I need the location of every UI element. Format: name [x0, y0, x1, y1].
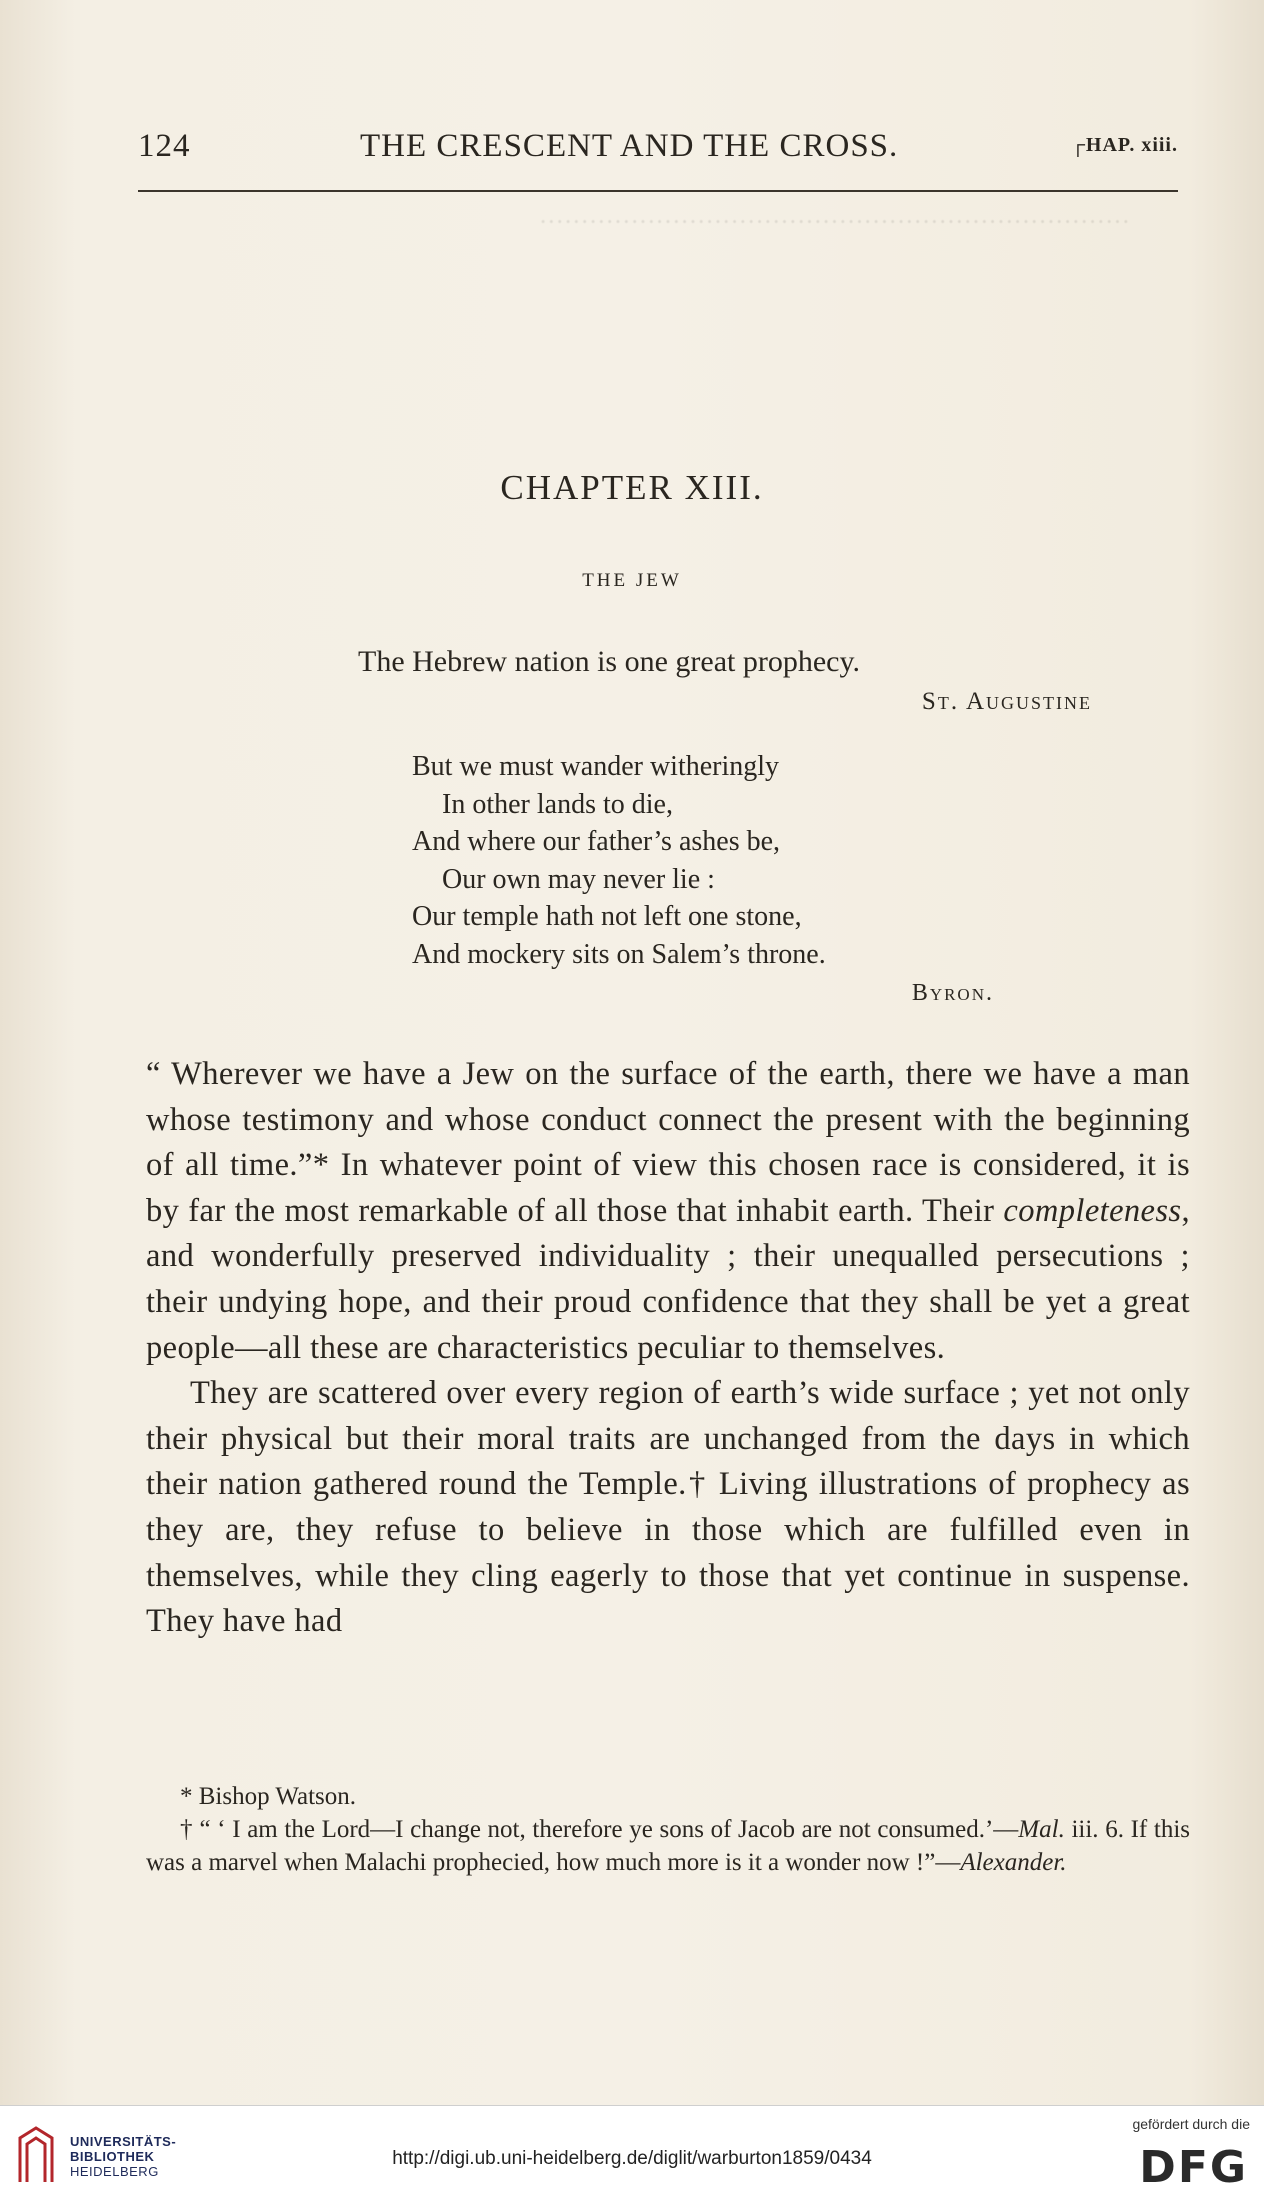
poem-line: Our own may never lie :: [442, 863, 715, 895]
running-head: [138, 128, 1178, 178]
paragraph-2: They are scattered over every region of earth’s wide surface ; yet not only their physical but their moral traits are unchanged from the days in which their nation gathered round the Temple.† Living illustrations of prophecy as they are, they refuse to believe in those which are fulfilled even in themselves, while they cling eagerly to those that yet continue in suspense. They have had: [146, 1375, 1190, 1640]
library-line: HEIDELBERG: [70, 2164, 159, 2179]
dfg-logo: DFG: [1139, 2142, 1248, 2193]
permalink-url[interactable]: http://digi.ub.uni-heidelberg.de/diglit/warburton1859/0434: [392, 2148, 872, 2169]
epigraph-augustine-attribution: St. Augustine: [921, 688, 1092, 715]
poem-line: In other lands to die,: [442, 788, 673, 820]
epigraph-byron-poem: [412, 748, 826, 973]
header-rule: [138, 190, 1178, 192]
library-line: BIBLIOTHEK: [70, 2149, 155, 2164]
body-text: [146, 1052, 1190, 1645]
epigraph-byron-attribution: Byron.: [911, 980, 994, 1006]
show-through-text: ·······································································: [538, 209, 1130, 236]
footnote-1: * Bishop Watson.: [180, 1783, 357, 1810]
footnote-2-mal: Mal.: [1018, 1816, 1065, 1843]
footnotes: [146, 1780, 1190, 1879]
library-line: UNIVERSITÄTS-: [70, 2134, 177, 2149]
chapter-title: CHAPTER XIII.: [500, 468, 764, 507]
paragraph-1: [146, 1052, 1190, 1371]
poem-line: But we must wander witheringly: [412, 751, 780, 782]
footnote-2: [146, 1813, 1190, 1879]
chapter-subtitle: THE JEW: [582, 570, 682, 591]
page-number: 124: [138, 128, 191, 164]
paragraph-1-text-b: , and wonderfully preserved individuality ; their unequalled persecutions ; their undying hope, and their proud confidence that they shall be yet a great people—all these are characteristics peculiar to themselves.: [146, 1192, 1190, 1366]
poem-line: And mockery sits on Salem’s throne.: [412, 938, 826, 970]
paragraph-1-emphasis: completeness: [1003, 1192, 1182, 1229]
epigraph-augustine: The Hebrew nation is one great prophecy.: [358, 645, 861, 678]
poem-line: And where our father’s ashes be,: [412, 826, 781, 857]
footnote-2-alexander: Alexander.: [960, 1849, 1067, 1876]
footnote-2-text-a: † “ ‘ I am the Lord—I change not, therefore ye sons of Jacob are not consumed.’—: [180, 1816, 1019, 1843]
paragraph-1-text-a: “ Wherever we have a Jew on the surface of the earth, there we have a man whose testimony and whose conduct connect the present with the beginning of all time.”* In whatever point of view this chosen race is considered, it is by far the most remarkable of all those that inhabit earth. Their: [146, 1056, 1190, 1229]
footnote-2-text-b: iii. 6. If this was a marvel when Malachi prophecied, how much more is it a wonder now !”—: [146, 1816, 1190, 1876]
digitization-footer: [0, 2105, 1264, 2201]
funded-by-label: gefördert durch die: [1132, 2116, 1250, 2132]
running-title: THE CRESCENT AND THE CROSS.: [360, 128, 899, 164]
poem-line: Our temple hath not left one stone,: [412, 901, 802, 932]
chapter-mark: ┌HAP. xiii.: [1070, 134, 1178, 156]
